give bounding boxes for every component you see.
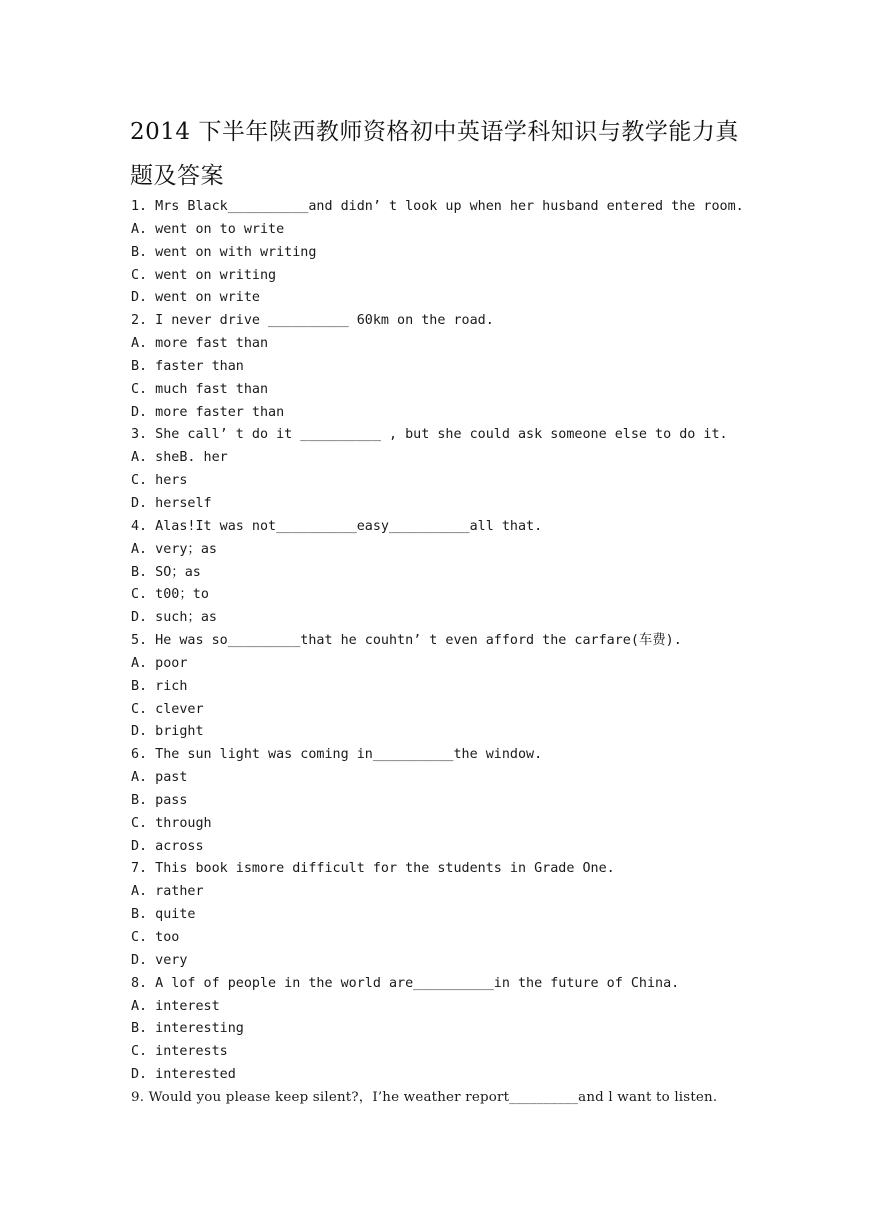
option-1b: B. went on with writing	[131, 244, 317, 260]
option-5b: B. rich	[131, 678, 188, 694]
option-2c: C. much fast than	[131, 381, 269, 397]
option-1a: A. went on to write	[131, 221, 285, 237]
option-5a: A. poor	[131, 655, 188, 671]
option-4c: C. t00；to	[131, 587, 209, 603]
option-3ab: A. sheB. her	[131, 450, 228, 466]
question-7: 7. This book ismore difficult for the students in Grade One.	[131, 861, 615, 877]
option-8a: A. interest	[131, 998, 220, 1014]
option-8d: D. interested	[131, 1067, 236, 1083]
question-2: 2. I never drive __________ 60km on the road.	[131, 313, 494, 329]
question-6: 6. The sun light was coming in__________the window.	[131, 747, 543, 763]
option-3c: C. hers	[131, 473, 188, 489]
option-8c: C. interests	[131, 1044, 228, 1060]
option-3d: D. herself	[131, 495, 212, 511]
option-4d: D. such；as	[131, 610, 217, 626]
option-6b: B. pass	[131, 792, 188, 808]
option-7a: A. rather	[131, 884, 204, 900]
option-4a: A. very；as	[131, 541, 217, 557]
question-8: 8. A lof of people in the world are__________in the future of China.	[131, 975, 680, 991]
option-6c: C. through	[131, 815, 212, 831]
option-7d: D. very	[131, 952, 188, 968]
option-1c: C. went on writing	[131, 267, 277, 283]
option-6d: D. across	[131, 838, 204, 854]
question-1: 1. Mrs Black__________and didn’ t look up when her husband entered the room.	[131, 199, 744, 214]
question-5: 5. He was so_________that he couhtn’ t even afford the carfare(车费).	[131, 633, 682, 649]
option-6a: A. past	[131, 770, 188, 786]
document-title-line-2: 题及答案	[130, 163, 224, 189]
question-3: 3. She call’ t do it __________ , but she could ask someone else to do it.	[131, 427, 728, 443]
option-2d: D. more faster than	[131, 404, 285, 420]
option-8b: B. interesting	[131, 1021, 244, 1037]
question-9: 9. Would you please keep silent?，I’he weather report__________and l want to listen.	[131, 1089, 718, 1105]
question-4: 4. Alas!It was not__________easy__________all that.	[131, 518, 543, 534]
option-7b: B. quite	[131, 907, 196, 923]
option-5c: C. clever	[131, 701, 204, 717]
option-1d: D. went on write	[131, 290, 260, 306]
question-list	[131, 196, 831, 1110]
option-2a: A. more fast than	[131, 336, 269, 352]
option-4b: B. SO；as	[131, 564, 201, 580]
option-2b: B. faster than	[131, 358, 244, 374]
document-title-line-1: 2014 下半年陕西教师资格初中英语学科知识与教学能力真	[130, 119, 739, 145]
option-7c: C. too	[131, 930, 180, 945]
option-5d: D. bright	[131, 724, 204, 740]
